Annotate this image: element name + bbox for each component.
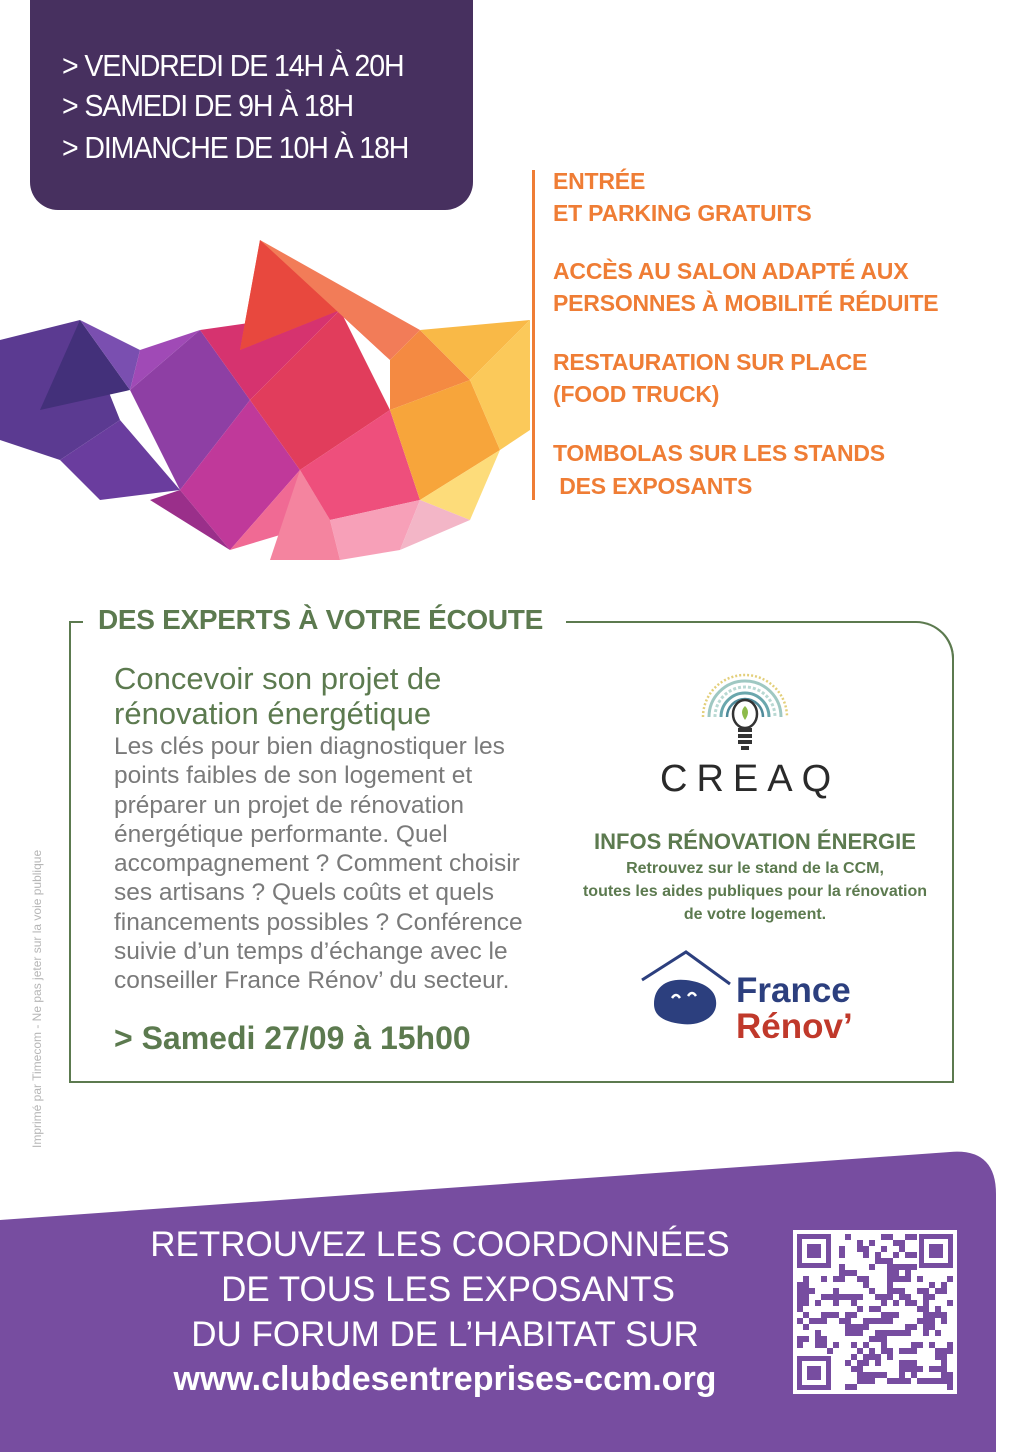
conference-description: Les clés pour bien diagnostiquer les points faibles de son logement et préparer un projet de rénovation énergétique performante. Quel accompagnement ? Comment choisir ses artisans ? Quels coûts et quels financements possibles ? Conférence suivie d’un temps d’échange avec le conseiller France Rénov’ du secteur.: [114, 733, 523, 995]
creaq-bulb-icon: [695, 662, 795, 757]
schedule-sunday: > DIMANCHE DE 10H À 18H: [62, 130, 409, 165]
info-food-line-2: (FOOD TRUCK): [553, 381, 720, 407]
experts-frame-corner: [878, 621, 954, 697]
france-renov-house-icon: [638, 948, 734, 1028]
creaq-logo-text: CREAQ: [660, 758, 841, 800]
bottom-line-3: DU FORUM DE L’HABITAT SUR: [191, 1315, 699, 1354]
france-renov-text-france: France: [736, 971, 851, 1010]
experts-title: DES EXPERTS À VOTRE ÉCOUTE: [98, 604, 543, 635]
info-access-line-2: PERSONNES À MOBILITÉ RÉDUITE: [553, 290, 939, 316]
qr-code-icon[interactable]: [793, 1230, 957, 1394]
bottom-line-1: RETROUVEZ LES COORDONNÉES: [150, 1225, 730, 1264]
info-tombola-line-2: DES EXPOSANTS: [553, 473, 753, 499]
experts-frame-top-right: [566, 621, 916, 623]
schedule-saturday: > SAMEDI DE 9H À 18H: [62, 88, 353, 123]
info-access-line-1: ACCÈS AU SALON ADAPTÉ AUX: [553, 258, 909, 284]
print-notice: Imprimé par Timecom - Ne pas jeter sur la voie publique: [30, 849, 44, 1148]
info-tombola-line-1: TOMBOLAS SUR LES STANDS: [553, 440, 885, 466]
infos-text-line-1: Retrouvez sur le stand de la CCM,: [626, 860, 884, 877]
schedule-box: [30, 0, 473, 210]
schedule-friday: > VENDREDI DE 14H À 20H: [62, 48, 404, 83]
france-renov-text-renov: Rénov’: [736, 1007, 853, 1046]
infos-text-line-3: de votre logement.: [683, 906, 827, 923]
decorative-polygons-illustration: [0, 240, 540, 560]
website-url[interactable]: www.clubdesentreprises-ccm.org: [173, 1360, 717, 1398]
info-food-line-1: RESTAURATION SUR PLACE: [553, 349, 868, 375]
info-entry-line-2: ET PARKING GRATUITS: [553, 200, 812, 226]
infos-text-line-2: toutes les aides publiques pour la rénovation: [582, 883, 928, 900]
bottom-line-2: DE TOUS LES EXPOSANTS: [221, 1270, 675, 1309]
infos-renovation-title: INFOS RÉNOVATION ÉNERGIE: [594, 829, 916, 854]
info-divider-bar: [532, 170, 535, 500]
conference-title: Concevoir son projet de rénovation énergétique: [114, 661, 442, 731]
experts-frame-top-left: [69, 621, 83, 623]
conference-date: > Samedi 27/09 à 15h00: [114, 1020, 471, 1056]
info-entry-line-1: ENTRÉE: [553, 168, 646, 194]
